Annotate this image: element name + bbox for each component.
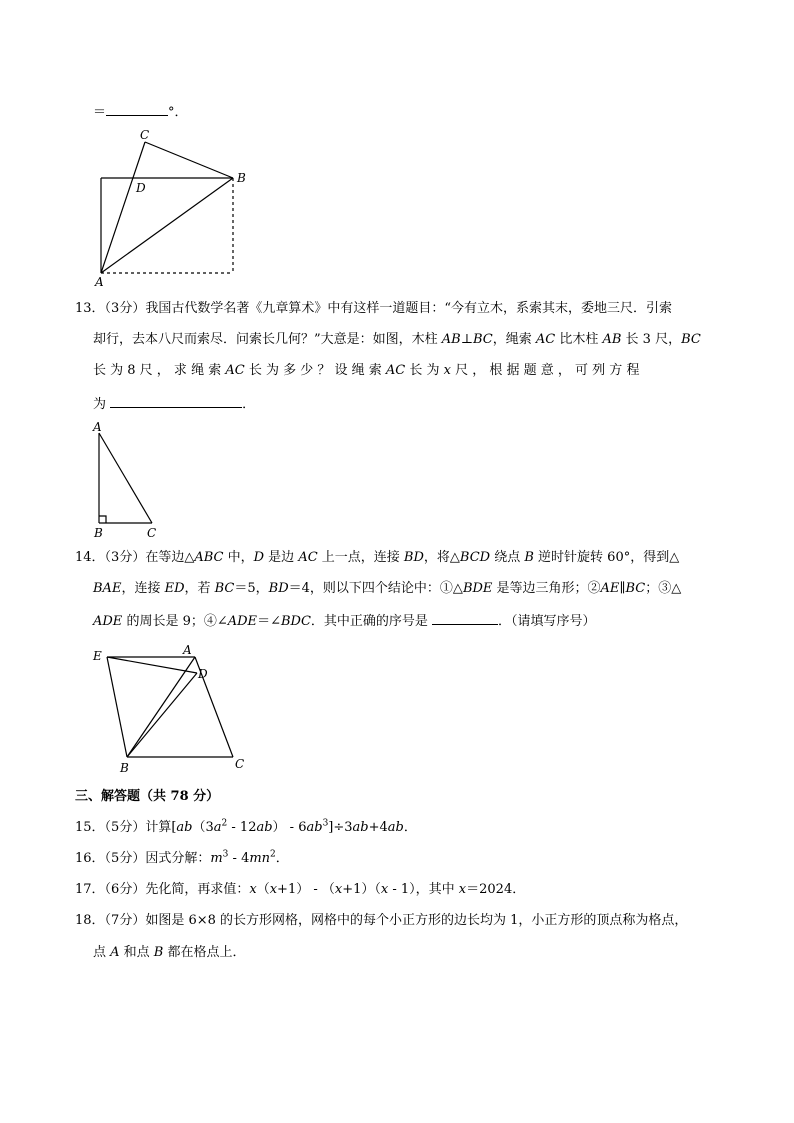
q14-var: AE — [600, 581, 620, 596]
q13-var: BC — [472, 332, 493, 347]
q14-number: 14． — [75, 550, 105, 565]
q12-answer-line — [93, 101, 188, 123]
q17-var: x — [380, 882, 389, 897]
q15-exp: 3 — [322, 818, 329, 829]
q17-text: +1）（ — [342, 882, 381, 897]
q14-score: （3分） — [104, 550, 146, 565]
q18-var: A — [110, 945, 120, 960]
q14-text: ＝∠ — [257, 614, 281, 629]
q18-text: 都在格点上． — [163, 945, 246, 960]
q14-var: ADE — [227, 614, 258, 629]
q15-text: （3 — [192, 820, 214, 835]
q14-text: 逆时针旋转 60°，得到△ — [533, 550, 680, 565]
q14-label-b: B — [120, 761, 129, 775]
q13-var: AC — [225, 363, 245, 378]
q14-var: ABC — [194, 550, 224, 565]
q18-line-1 — [75, 911, 687, 931]
q18-var: B — [153, 945, 164, 960]
q16 — [75, 849, 289, 869]
q14-text: ；③△ — [645, 581, 682, 596]
q14-line-1 — [75, 548, 679, 568]
q14-text: 的周长是 9；④∠ — [122, 614, 228, 629]
q13-text: 长 为 多 少 ？ 设 绳 索 — [244, 363, 386, 378]
q14-var: BD — [403, 550, 424, 565]
q14-line-2 — [93, 579, 681, 599]
q14-label-d: D — [198, 667, 208, 681]
q16-number: 16． — [75, 851, 105, 866]
q16-var: mn — [249, 851, 271, 866]
q18-line-2 — [93, 943, 246, 963]
q16-score: （5分） — [104, 851, 146, 866]
q13-score: （3分） — [104, 301, 146, 316]
q17-text: ＝2024． — [466, 882, 526, 897]
q14-text: ．其中正确的序号是 — [310, 614, 433, 629]
q13-line-1 — [75, 299, 672, 319]
section-3-title: 三、解答题（共 78 分） — [75, 789, 220, 804]
q15-text: ） - 6 — [272, 820, 307, 835]
q16-exp: 2 — [270, 849, 276, 860]
q14-var: BDC — [280, 614, 311, 629]
q13-text: 比木柱 — [555, 332, 603, 347]
q18-text: 点 — [93, 945, 111, 960]
q15-text: - 12 — [227, 820, 257, 835]
q12-label-d: D — [136, 181, 146, 195]
q15-score: （5分） — [104, 820, 146, 835]
q12-answer-blank[interactable] — [106, 101, 168, 116]
q14-text: 上一点，连接 — [317, 550, 404, 565]
q13-text: ． — [242, 397, 256, 412]
q14-var: BC — [625, 581, 646, 596]
q14-text: 中， — [223, 550, 254, 565]
q14-line-3 — [93, 610, 596, 632]
q12-label-b: B — [237, 171, 246, 185]
q14-text: ＝5， — [234, 581, 269, 596]
q13-label-b: B — [94, 526, 103, 540]
q14-var: ADE — [93, 614, 123, 629]
q15-var: ab — [387, 820, 404, 835]
q17-text: - 1），其中 — [388, 882, 459, 897]
q14-text: 在等边△ — [145, 550, 195, 565]
q14-var: BD — [268, 581, 289, 596]
q14-answer-blank[interactable] — [432, 610, 498, 625]
q14-text: 是等边三角形；② — [492, 581, 601, 596]
q16-exp: 3 — [222, 849, 229, 860]
q14-var: D — [253, 550, 265, 565]
q14-text: 是边 — [264, 550, 299, 565]
q16-text: ． — [275, 851, 289, 866]
q17-text: （ — [256, 882, 270, 897]
q17-text: +1） - （ — [277, 882, 335, 897]
q14-label-e: E — [93, 649, 102, 663]
q15-text: ． — [403, 820, 417, 835]
q14-label-c: C — [235, 757, 245, 771]
q12-label-a: A — [95, 275, 104, 289]
q13-line-2 — [93, 330, 701, 350]
q14-var: BAE — [93, 581, 122, 596]
q13-text: 长 为 — [405, 363, 444, 378]
q14-var: BCD — [459, 550, 491, 565]
q17-score: （6分） — [104, 882, 146, 897]
q14-var: ED — [164, 581, 185, 596]
q12-label-c: C — [140, 128, 150, 142]
q17-text: 先化简，再求值： — [145, 882, 250, 897]
q14-text: ，若 — [184, 581, 215, 596]
q13-label-a: A — [93, 420, 102, 434]
q13-line-3 — [93, 361, 639, 381]
q17-var: x — [458, 882, 467, 897]
q13-line-4 — [93, 393, 255, 415]
q17-var: x — [334, 882, 343, 897]
q13-var: AB — [441, 332, 461, 347]
q13-text-1: 我国古代数学名著《九章算术》中有这样一道题目：“今有立木，系索其末，委地三尺．引索 — [145, 301, 672, 316]
q15-var: a — [213, 820, 222, 835]
q18-text: 如图是 6×8 的长方形网格，网格中的每个小正方形的边长均为 1，小正方形的顶点称为格点， — [145, 913, 688, 928]
q14-text: ，将△ — [423, 550, 460, 565]
q13-text: 为 — [93, 397, 111, 412]
q16-text: 因式分解： — [145, 851, 211, 866]
q13-text: ⊥ — [460, 332, 473, 347]
q15-var: ab — [352, 820, 369, 835]
q12-prefix: ＝ — [93, 105, 107, 120]
q14-text: ．（请填写序号） — [498, 614, 596, 629]
q14-text: ＝4，则以下四个结论中：①△ — [288, 581, 463, 596]
q15-text: ]÷3 — [328, 820, 353, 835]
q15 — [75, 818, 417, 838]
q13-var: AB — [602, 332, 622, 347]
q15-exp: 2 — [221, 818, 228, 829]
q16-text: - 4 — [228, 851, 250, 866]
q13-var: BC — [681, 332, 701, 347]
q17 — [75, 880, 525, 900]
q13-text: 长 为 8 尺 ， 求 绳 索 — [93, 363, 226, 378]
q14-label-a: A — [183, 643, 192, 657]
q15-text: 计算[ — [145, 820, 177, 835]
q18-text: 和点 — [119, 945, 154, 960]
q14-var: BDE — [462, 581, 493, 596]
q17-var: x — [269, 882, 278, 897]
q17-var: x — [249, 882, 257, 897]
q13-label-c: C — [147, 526, 157, 540]
q14-text: ，连接 — [121, 581, 165, 596]
q14-text: ∥ — [619, 581, 626, 596]
q13-number: 13． — [75, 301, 105, 316]
q13-var: AC — [385, 363, 406, 378]
q13-text: 长 3 尺， — [621, 332, 682, 347]
q13-answer-blank[interactable] — [110, 393, 242, 408]
q13-var: AC — [535, 332, 556, 347]
q15-text: +4 — [368, 820, 388, 835]
q13-var: x — [443, 363, 451, 378]
q15-var: ab — [306, 820, 323, 835]
q13-text: 尺 ， 根 据 题 意 ， 可 列 方 程 — [450, 363, 640, 378]
q15-var: ab — [176, 820, 193, 835]
q14-text: 绕点 — [490, 550, 525, 565]
q15-var: ab — [256, 820, 273, 835]
q12-suffix: °． — [168, 105, 188, 120]
q13-text: ，绳索 — [492, 332, 536, 347]
q14-var: B — [524, 550, 534, 565]
q15-number: 15． — [75, 820, 105, 835]
q13-text: 却行，去本八尺而索尽．问索长几何？”大意是：如图，木柱 — [93, 332, 442, 347]
q18-score: （7分） — [104, 913, 146, 928]
q14-var: BC — [214, 581, 235, 596]
q18-number: 18． — [75, 913, 105, 928]
q14-var: AC — [298, 550, 318, 565]
q17-number: 17． — [75, 882, 105, 897]
q16-var: m — [210, 851, 223, 866]
